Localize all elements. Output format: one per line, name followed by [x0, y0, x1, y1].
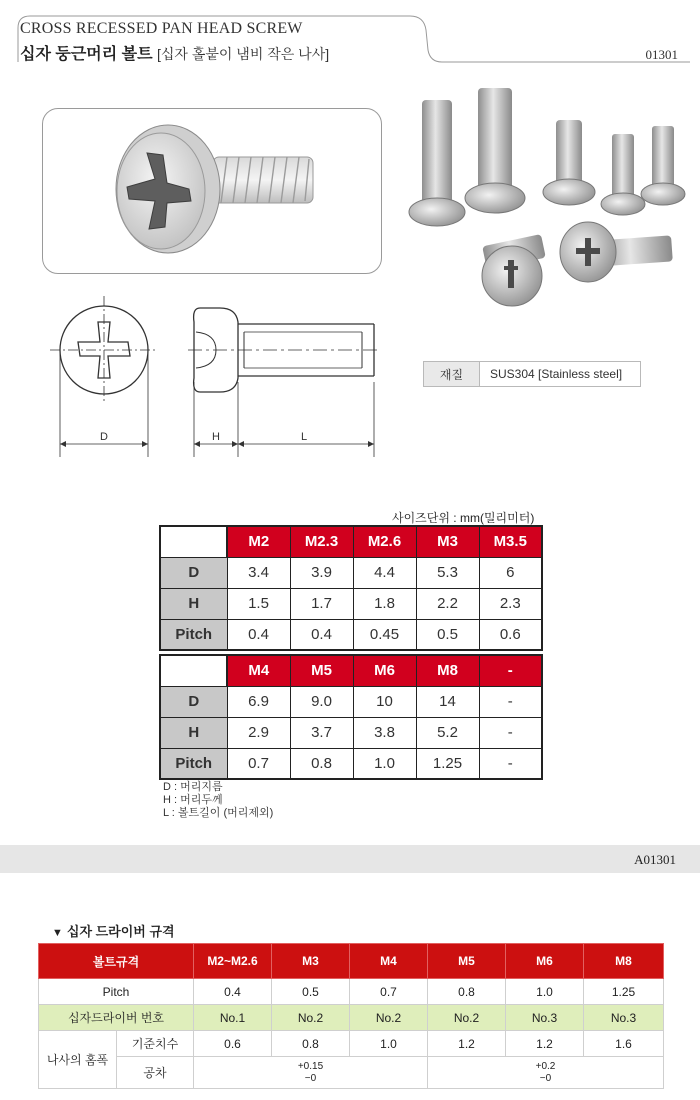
table-row [160, 748, 542, 779]
table-cell: No.2 [428, 1005, 506, 1031]
driver-section-title [52, 921, 175, 940]
table-cell: 6.9 [227, 686, 290, 717]
size-table-2 [159, 654, 543, 780]
table-cell: No.1 [194, 1005, 272, 1031]
size-header: M5 [290, 655, 353, 686]
title-korean-sub: [십자 홀붙이 냄비 작은 나사] [157, 46, 330, 62]
row-label: D [160, 686, 227, 717]
size-header: M3 [416, 526, 479, 557]
table-row [160, 686, 542, 717]
table-cell: 3.4 [227, 557, 290, 588]
table-corner [160, 655, 227, 686]
table-cell: 0.4 [194, 979, 272, 1005]
legend-item: L : 볼트길이 (머리제외) [163, 807, 274, 819]
table-cell: 1.25 [416, 748, 479, 779]
tolerance-minus: −0 [539, 1072, 552, 1084]
driver-section-title-text: 십자 드라이버 규격 [66, 924, 175, 939]
row-label: Pitch [39, 979, 194, 1005]
size-header: - [479, 655, 542, 686]
table-cell: No.3 [584, 1005, 664, 1031]
table-row [160, 557, 542, 588]
header-size: M5 [428, 944, 506, 979]
band-code: A01301 [634, 852, 676, 867]
table-cell: 1.8 [353, 588, 416, 619]
table-row-pitch [39, 979, 664, 1005]
table-row [160, 619, 542, 650]
material-value: SUS304 [Stainless steel] [490, 367, 623, 381]
material-box [423, 361, 641, 387]
screw-illustration-box [42, 108, 382, 274]
size-header: M3.5 [479, 526, 542, 557]
table-cell: 6 [479, 557, 542, 588]
row-label: 나사의 홈폭 [39, 1031, 117, 1089]
tolerance-minus: −0 [304, 1072, 317, 1084]
table-corner [160, 526, 227, 557]
table-cell: 0.4 [227, 619, 290, 650]
table-cell: 0.6 [479, 619, 542, 650]
material-label: 재질 [424, 362, 480, 386]
table-cell: - [479, 717, 542, 748]
tolerance-plus: +0.15 [297, 1060, 324, 1072]
product-code: 01301 [645, 47, 678, 62]
triangle-down-icon: ▼ [52, 927, 63, 939]
legend-item: D : 머리지름 [163, 781, 223, 793]
header-size: M4 [350, 944, 428, 979]
table-cell: 2.9 [227, 717, 290, 748]
sub-label: 공차 [117, 1057, 194, 1089]
dim-l-label: L [300, 431, 308, 443]
table-cell: 3.7 [290, 717, 353, 748]
row-label: D [160, 557, 227, 588]
table-cell: No.2 [272, 1005, 350, 1031]
table-cell: 0.8 [428, 979, 506, 1005]
size-header: M2.3 [290, 526, 353, 557]
size-header: M2.6 [353, 526, 416, 557]
table-cell: 0.7 [227, 748, 290, 779]
table-cell: 0.45 [353, 619, 416, 650]
table-cell: 14 [416, 686, 479, 717]
row-label: 십자드라이버 번호 [39, 1005, 194, 1031]
table-cell: No.2 [350, 1005, 428, 1031]
technical-drawing [40, 292, 390, 467]
table-cell: 1.0 [506, 979, 584, 1005]
table-cell: 10 [353, 686, 416, 717]
header-bolt-spec: 볼트규격 [39, 944, 194, 979]
tolerance-plus: +0.2 [535, 1060, 556, 1072]
unit-note: 사이즈단위 : mm(밀리미터) [392, 511, 535, 525]
table-cell: 1.2 [428, 1031, 506, 1057]
table-row [160, 717, 542, 748]
table-cell: 1.5 [227, 588, 290, 619]
screw-photo [400, 80, 700, 330]
row-label: H [160, 717, 227, 748]
table-cell: 3.8 [353, 717, 416, 748]
table-cell: 2.3 [479, 588, 542, 619]
table-cell: 0.8 [290, 748, 353, 779]
size-header: M4 [227, 655, 290, 686]
size-header: M6 [353, 655, 416, 686]
table-cell: 2.2 [416, 588, 479, 619]
title-english: CROSS RECESSED PAN HEAD SCREW [20, 20, 303, 37]
table-cell: No.3 [506, 1005, 584, 1031]
table-cell: 1.2 [506, 1031, 584, 1057]
table-cell: 0.7 [350, 979, 428, 1005]
driver-table [38, 943, 664, 1089]
table-cell: 9.0 [290, 686, 353, 717]
dim-h-label: H [212, 431, 220, 443]
technical-drawing-graphic [40, 292, 390, 467]
table-cell: 1.0 [353, 748, 416, 779]
page-header [0, 0, 700, 70]
driver-table-header [39, 944, 664, 979]
table-cell: 1.7 [290, 588, 353, 619]
legend [163, 781, 273, 820]
row-label: Pitch [160, 748, 227, 779]
dim-d-label: D [100, 431, 108, 443]
table-cell: 0.4 [290, 619, 353, 650]
table-cell: 1.0 [350, 1031, 428, 1057]
header-size: M3 [272, 944, 350, 979]
code-band [0, 845, 700, 873]
sub-label: 기준치수 [117, 1031, 194, 1057]
size-header: M2 [227, 526, 290, 557]
table-cell: 0.6 [194, 1031, 272, 1057]
screw-photo-graphic [400, 80, 700, 330]
size-header: M8 [416, 655, 479, 686]
title-korean-main: 십자 둥근머리 볼트 [20, 46, 153, 63]
row-label: Pitch [160, 619, 227, 650]
size-table-1-header [160, 526, 542, 557]
header-size: M6 [506, 944, 584, 979]
table-cell: - [479, 748, 542, 779]
header-size: M8 [584, 944, 664, 979]
legend-item: H : 머리두께 [163, 794, 223, 806]
tolerance-cell [428, 1057, 664, 1089]
screw-illustration [43, 109, 383, 275]
table-row-driver-no [39, 1005, 664, 1031]
table-row [160, 588, 542, 619]
table-row-groove-std [39, 1031, 664, 1057]
table-row-groove-tol [39, 1057, 664, 1089]
size-table-2-header [160, 655, 542, 686]
tolerance-cell [194, 1057, 428, 1089]
table-cell: 3.9 [290, 557, 353, 588]
row-label: H [160, 588, 227, 619]
table-cell: - [479, 686, 542, 717]
table-cell: 0.5 [416, 619, 479, 650]
size-table-1 [159, 525, 543, 651]
table-cell: 1.25 [584, 979, 664, 1005]
table-cell: 0.5 [272, 979, 350, 1005]
table-cell: 0.8 [272, 1031, 350, 1057]
table-cell: 5.2 [416, 717, 479, 748]
header-size: M2~M2.6 [194, 944, 272, 979]
table-cell: 5.3 [416, 557, 479, 588]
title-korean [20, 41, 329, 64]
table-cell: 1.6 [584, 1031, 664, 1057]
table-cell: 4.4 [353, 557, 416, 588]
